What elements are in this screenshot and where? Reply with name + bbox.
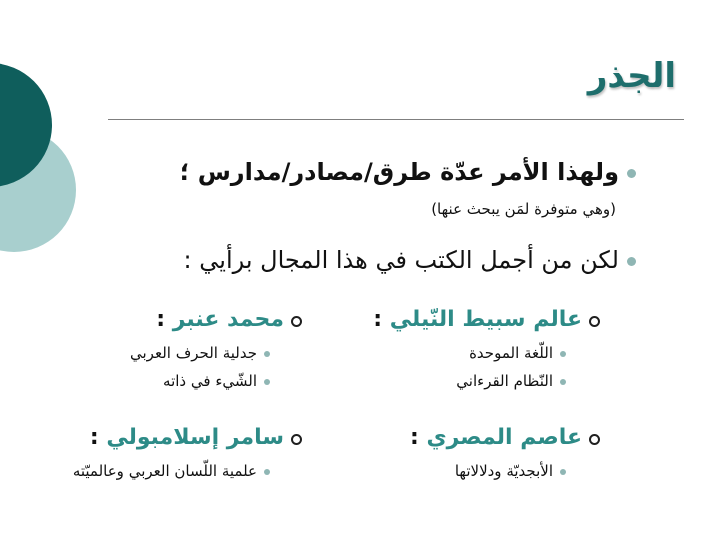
book-item xyxy=(456,372,566,390)
book-item xyxy=(455,462,566,480)
author-suffix: : xyxy=(156,307,173,332)
ring-bullet-icon xyxy=(589,434,600,445)
author-heading xyxy=(156,307,302,332)
small-dot-icon xyxy=(560,469,566,475)
book-title: جدلية الحرف العربي xyxy=(130,344,257,362)
small-dot-icon xyxy=(264,469,270,475)
bullet-books xyxy=(184,246,636,274)
bullet-ways xyxy=(180,158,636,186)
bullet-ways-note: (وهي متوفرة لمَن يبحث عنها) xyxy=(431,200,616,218)
book-item xyxy=(130,344,270,362)
book-item xyxy=(469,344,566,362)
ring-bullet-icon xyxy=(291,434,302,445)
author-suffix: : xyxy=(373,307,390,332)
bullet-dot-icon xyxy=(627,257,636,266)
author-name: محمد عنبر xyxy=(172,307,284,332)
small-dot-icon xyxy=(560,379,566,385)
slide-title: الجذر xyxy=(587,56,676,96)
author-name: سامر إسلامبولي xyxy=(106,425,284,450)
book-title: الشّيء في ذاته xyxy=(163,372,257,390)
bullet-books-text: لكن من أجمل الكتب في هذا المجال برأيي : xyxy=(183,246,619,274)
book-item xyxy=(163,372,270,390)
author-name: عاصم المصري xyxy=(426,425,582,450)
author-heading xyxy=(373,307,600,332)
book-item xyxy=(73,462,270,480)
book-title: اللّغة الموحدة xyxy=(469,344,553,362)
decorative-circles xyxy=(0,0,110,300)
book-title: علمية اللّسان العربي وعالميّته xyxy=(72,462,257,480)
small-dot-icon xyxy=(264,351,270,357)
author-suffix: : xyxy=(89,425,107,450)
bullet-ways-text: ولهذا الأمر عدّة طرق/مصادر/مدارس ؛ xyxy=(179,158,619,186)
author-name: عالم سبيط النّيلي xyxy=(389,307,582,332)
bullet-dot-icon xyxy=(627,169,636,178)
author-heading xyxy=(90,425,302,450)
book-title: النّظام القرءاني xyxy=(456,372,553,390)
author-suffix: : xyxy=(409,425,427,450)
ring-bullet-icon xyxy=(291,316,302,327)
ring-bullet-icon xyxy=(589,316,600,327)
book-title: الأبجديّة ودلالاتها xyxy=(454,462,553,480)
small-dot-icon xyxy=(560,351,566,357)
small-dot-icon xyxy=(264,379,270,385)
author-heading xyxy=(410,425,600,450)
title-divider xyxy=(108,119,684,120)
